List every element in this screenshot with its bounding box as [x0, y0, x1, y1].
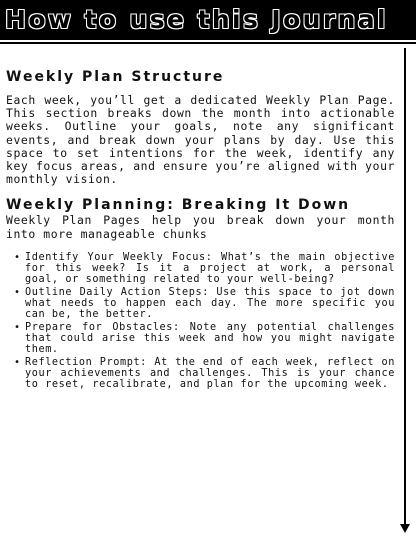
list-item-text: Outline Daily Action Steps: Use this space to jot down what needs to happen each day. The more specific you can be, the better. [25, 286, 395, 320]
list-item-text: Prepare for Obstacles: Note any potential challenges that could arise this week and how you might navigate them. [25, 321, 395, 355]
section-intro-weekly-planning: Weekly Plan Pages help you break down your month into more manageable chunks [6, 213, 395, 241]
list-item [14, 286, 395, 320]
section-body-weekly-plan-structure: Each week, you’ll get a dedicated Weekly Plan Page. This section breaks down the month into actionable weeks. Outline your goals, note any significant events, and break down your plans by day. Use this space to set intentions for the week, identify any key focus areas, and ensure you’re aligned with your monthly vision. [6, 93, 395, 187]
header-bar [0, 0, 416, 40]
bullet-icon: • [14, 321, 21, 333]
list-item-text: Reflection Prompt: At the end of each week, reflect on your achievements and challenges. This is your chance to reset, recalibrate, and plan for the upcoming week. [25, 356, 395, 390]
bullet-icon: • [14, 356, 21, 368]
section-heading-weekly-plan-structure: Weekly Plan Structure [6, 69, 225, 85]
section-heading-weekly-planning: Weekly Planning: Breaking It Down [6, 197, 351, 214]
bullet-list [6, 252, 395, 390]
bullet-icon: • [14, 251, 21, 263]
list-item [14, 321, 395, 355]
list-item [14, 356, 395, 390]
scroll-line [404, 48, 406, 526]
bullet-icon: • [14, 286, 21, 298]
content-area [6, 68, 395, 392]
list-item-text: Identify Your Weekly Focus: What’s the main objective for this week? Is it a project at work, a personal goal, or something related to your well-being? [25, 251, 395, 285]
list-item [14, 251, 395, 285]
page-title: How to use this Journal [5, 5, 389, 34]
header-divider [0, 42, 416, 44]
arrow-down-icon [400, 524, 410, 533]
